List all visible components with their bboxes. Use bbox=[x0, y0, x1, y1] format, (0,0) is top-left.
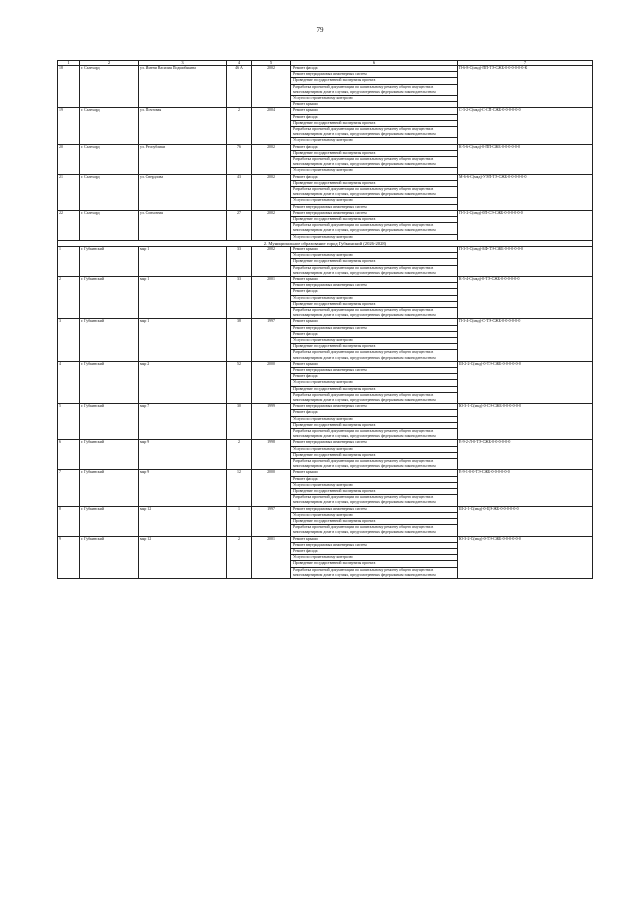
works-cell bbox=[291, 210, 458, 240]
house-number-cell: 52 bbox=[227, 361, 252, 403]
settlement-cell: г. Губкинский bbox=[80, 246, 139, 276]
street-cell: мкр 9 bbox=[139, 440, 227, 470]
street-cell: ул. Имени Василия Подшибякина bbox=[139, 66, 227, 108]
commissioning-year-cell: 2004 bbox=[252, 108, 291, 144]
work-item: Услуги по строительному контролю bbox=[291, 483, 457, 489]
settlement-cell: г. Губкинский bbox=[80, 470, 139, 506]
building-code-cell: П-3-5-С(мкд)-БФ-ТЭ-СЖБ-0-0-0-0-0-0 bbox=[458, 246, 593, 276]
house-number-cell: 46 А bbox=[227, 66, 252, 108]
house-number-cell: 76 bbox=[227, 144, 252, 174]
street-cell: ул. Почтовая bbox=[139, 108, 227, 144]
work-item: Услуги по строительному контролю bbox=[293, 234, 353, 239]
settlement-cell: г. Салехард bbox=[80, 144, 139, 174]
column-number-1: 1 bbox=[58, 61, 80, 66]
street-cell: мкр 12 bbox=[139, 536, 227, 578]
row-number: 22 bbox=[58, 210, 80, 240]
work-item: Ремонт крыши bbox=[293, 102, 318, 107]
street-cell: мкр 7 bbox=[139, 404, 227, 440]
work-item: Ремонт фасада bbox=[291, 410, 457, 416]
work-item: Услуги по строительному контролю bbox=[291, 447, 457, 453]
work-item: Разработка проектной документации по капитальному ремонту общего имущества в многоквартирном доме в случаях, предусмотренных федеральным законодательством bbox=[293, 567, 436, 577]
work-item: Ремонт внутридомовых инженерных систем bbox=[291, 72, 457, 78]
works-cell bbox=[291, 404, 458, 440]
works-list bbox=[291, 211, 457, 240]
work-item: Разработка проектной документации по капитальному ремонту общего имущества в многоквартирном доме в случаях, предусмотренных федеральным законодательством bbox=[293, 265, 436, 275]
settlement-cell: г. Губкинский bbox=[80, 506, 139, 536]
work-item: Проведение государственной экспертизы проекта bbox=[291, 519, 457, 525]
row-number: 18 bbox=[58, 66, 80, 108]
settlement-cell: г. Салехард bbox=[80, 66, 139, 108]
work-item: Ремонт крыши bbox=[291, 277, 457, 283]
building-code-cell: К-5-4-С(мкд)-0-ТЭ-СЖБ-0-0-0-0-0-0 bbox=[458, 276, 593, 318]
work-item: Ремонт крыши bbox=[291, 362, 457, 368]
settlement-cell: г. Губкинский bbox=[80, 536, 139, 578]
work-item: Ремонт фасада bbox=[291, 477, 457, 483]
settlement-cell: г. Салехард bbox=[80, 174, 139, 210]
works-list bbox=[291, 175, 457, 210]
capital-repair-register-table bbox=[57, 60, 593, 579]
page-number: 79 bbox=[316, 26, 324, 34]
row-number: 6 bbox=[58, 440, 80, 470]
table-row bbox=[58, 536, 593, 578]
street-cell: ул. Совхозная bbox=[139, 210, 227, 240]
row-number: 20 bbox=[58, 144, 80, 174]
works-cell bbox=[291, 66, 458, 108]
street-cell: ул. Республики bbox=[139, 144, 227, 174]
table-body bbox=[58, 61, 593, 579]
settlement-cell: г. Губкинский bbox=[80, 404, 139, 440]
work-item: Проведение государственной экспертизы проекта bbox=[291, 259, 457, 265]
work-item: Услуги по строительному контролю bbox=[293, 168, 353, 173]
building-code-cell: Е-9-1-0-0-ТЭ-СЖБ-0-0-0-0-0-0 bbox=[458, 470, 593, 506]
row-number: 2 bbox=[58, 276, 80, 318]
commissioning-year-cell: 1998 bbox=[252, 440, 291, 470]
work-item: Разработка проектной документации по капитальному ремонту общего имущества в многоквартирном доме в случаях, предусмотренных федеральным законодательством bbox=[291, 85, 457, 96]
work-item: Услуги по строительному контролю bbox=[291, 253, 457, 259]
house-number-cell: 30 bbox=[227, 404, 252, 440]
work-item: Разработка проектной документации по капитальному ремонту общего имущества в многоквартирном доме в случаях, предусмотренных федеральным законодательством bbox=[293, 428, 436, 439]
house-number-cell: 2 bbox=[227, 440, 252, 470]
works-cell bbox=[291, 276, 458, 318]
work-item: Ремонт фасада bbox=[291, 145, 457, 151]
building-code-cell: К-5-6-С(мкд)-0-ПП-СЖБ-0-0-0-0-0-0 bbox=[458, 144, 593, 174]
house-number-cell: 43 bbox=[227, 174, 252, 210]
work-item: Ремонт фасада bbox=[291, 289, 457, 295]
work-item: Проведение государственной экспертизы проекта bbox=[291, 423, 457, 429]
column-number-5: 5 bbox=[252, 61, 291, 66]
building-code-cell: С-3-2-С(мкд)-С-СП-СЖБ-0-0-0-0-0-0 bbox=[458, 108, 593, 144]
work-item: Проведение государственной экспертизы проекта bbox=[291, 181, 457, 187]
works-cell bbox=[291, 246, 458, 276]
building-code-cell: Е-9-2-Л-0-ТЭ-СЖБ-0-0-0-0-0-0 bbox=[458, 440, 593, 470]
work-item: Ремонт крыши bbox=[291, 319, 457, 325]
work-item: Ремонт фасада bbox=[291, 175, 457, 181]
work-item: Ремонт фасада bbox=[291, 66, 457, 72]
section-title: 2. Муниципальное образование город Губкинский (2026-2028) bbox=[58, 240, 593, 246]
column-number-6: 6 bbox=[291, 61, 458, 66]
commissioning-year-cell: 2001 bbox=[252, 276, 291, 318]
table-row bbox=[58, 144, 593, 174]
works-list bbox=[291, 362, 457, 403]
street-cell: мкр 1 bbox=[139, 276, 227, 318]
column-number-2: 2 bbox=[80, 61, 139, 66]
table-row bbox=[58, 66, 593, 108]
commissioning-year-cell: 2000 bbox=[252, 470, 291, 506]
works-cell bbox=[291, 440, 458, 470]
works-list bbox=[291, 108, 457, 143]
works-list bbox=[291, 247, 457, 276]
row-number: 7 bbox=[58, 470, 80, 506]
table-row bbox=[58, 210, 593, 240]
work-item: Ремонт фасада bbox=[291, 549, 457, 555]
commissioning-year-cell: 1997 bbox=[252, 506, 291, 536]
works-list bbox=[291, 145, 457, 174]
building-code-cell: Ш-2-2-С(мкд)-0-ТЭ-СЖБ-0-0-0-0-0-0 bbox=[458, 361, 593, 403]
commissioning-year-cell: 2002 bbox=[252, 66, 291, 108]
house-number-cell: 1 bbox=[227, 506, 252, 536]
commissioning-year-cell: 2002 bbox=[252, 210, 291, 240]
work-item: Ремонт внутридомовых инженерных систем bbox=[291, 283, 457, 289]
work-item: Проведение государственной экспертизы проекта bbox=[291, 453, 457, 459]
work-item: Услуги по строительному контролю bbox=[291, 96, 457, 102]
work-item: Ремонт крыши bbox=[291, 470, 457, 476]
work-item: Разработка проектной документации по капитальному ремонту общего имущества в многоквартирном доме в случаях, предусмотренных федеральным законодательством bbox=[291, 157, 457, 168]
table-row bbox=[58, 319, 593, 361]
work-item: Разработка проектной документации по капитальному ремонту общего имущества в многоквартирном доме в случаях, предусмотренных федеральным законодательством bbox=[293, 495, 436, 505]
work-item: Ремонт внутридомовых инженерных систем bbox=[291, 368, 457, 374]
row-number: 5 bbox=[58, 404, 80, 440]
works-cell bbox=[291, 144, 458, 174]
work-item: Разработка проектной документации по капитальному ремонту общего имущества в многоквартирном доме в случаях, предусмотренных федеральным законодательством bbox=[293, 350, 436, 360]
row-number: 1 bbox=[58, 246, 80, 276]
work-item: Проведение государственной экспертизы проекта bbox=[291, 217, 457, 223]
commissioning-year-cell: 2000 bbox=[252, 361, 291, 403]
works-cell bbox=[291, 361, 458, 403]
work-item: Разработка проектной документации по капитальному ремонту общего имущества в многоквартирном доме в случаях, предусмотренных федеральным законодательством bbox=[291, 223, 457, 234]
settlement-cell: г. Губкинский bbox=[80, 361, 139, 403]
work-item: Ремонт внутридомовых инженерных систем bbox=[293, 204, 367, 209]
building-code-cell: М-6-6-С(мкд)-УЭП-ТЭ-СЖБ-0-0-0-0-0-0 bbox=[458, 174, 593, 210]
work-item: Ремонт фасада bbox=[291, 115, 457, 121]
works-cell bbox=[291, 108, 458, 144]
building-code-cell: П-3-4-С(мкд)-С-ТЭ-СЖБ-0-0-0-0-0-0 bbox=[458, 319, 593, 361]
table-row bbox=[58, 276, 593, 318]
street-cell: мкр 2 bbox=[139, 361, 227, 403]
work-item: Проведение государственной экспертизы проекта bbox=[291, 78, 457, 84]
street-cell: мкр 9 bbox=[139, 470, 227, 506]
commissioning-year-cell: 1999 bbox=[252, 404, 291, 440]
work-item: Услуги по строительному контролю bbox=[291, 338, 457, 344]
house-number-cell: 2 bbox=[227, 108, 252, 144]
building-code-cell: Ю-3-2-С(мкд)-0-ТЭ-СЖБ-0-0-0-0-0-0 bbox=[458, 536, 593, 578]
row-number: 19 bbox=[58, 108, 80, 144]
row-number: 8 bbox=[58, 506, 80, 536]
work-item: Услуги по строительному контролю bbox=[291, 417, 457, 423]
house-number-cell: 27 bbox=[227, 210, 252, 240]
works-list bbox=[291, 66, 457, 107]
works-list bbox=[291, 319, 457, 360]
work-item: Проведение государственной экспертизы проекта bbox=[291, 302, 457, 308]
work-item: Проведение государственной экспертизы проекта bbox=[291, 561, 457, 567]
work-item: Ремонт крыши bbox=[291, 108, 457, 114]
row-number: 9 bbox=[58, 536, 80, 578]
works-cell bbox=[291, 506, 458, 536]
work-item: Проведение государственной экспертизы проекта bbox=[291, 344, 457, 350]
commissioning-year-cell: 1997 bbox=[252, 319, 291, 361]
street-cell: мкр 1 bbox=[139, 246, 227, 276]
work-item: Проведение государственной экспертизы проекта bbox=[291, 387, 457, 393]
work-item: Услуги по строительному контролю bbox=[291, 555, 457, 561]
works-cell bbox=[291, 319, 458, 361]
works-cell bbox=[291, 536, 458, 578]
work-item: Ремонт внутридомовых инженерных систем bbox=[291, 543, 457, 549]
works-list bbox=[291, 440, 457, 469]
commissioning-year-cell: 2002 bbox=[252, 246, 291, 276]
work-item: Ремонт внутридомовых инженерных систем bbox=[291, 404, 457, 410]
works-list bbox=[291, 470, 457, 505]
building-code-cell: Ш-2-1-С(мкд)-0-ЦЭ-ЖБ-0-0-0-0-0-0 bbox=[458, 506, 593, 536]
street-cell: мкр 1 bbox=[139, 319, 227, 361]
column-number-7: 7 bbox=[458, 61, 593, 66]
work-item: Проведение государственной экспертизы проекта bbox=[291, 489, 457, 495]
table-row bbox=[58, 108, 593, 144]
works-list bbox=[291, 537, 457, 578]
work-item: Услуги по строительному контролю bbox=[291, 296, 457, 302]
work-item: Проведение государственной экспертизы проекта bbox=[291, 151, 457, 157]
column-number-4: 4 bbox=[227, 61, 252, 66]
work-item: Разработка проектной документации по капитальному ремонту общего имущества в многоквартирном доме в случаях, предусмотренных федеральным законодательством bbox=[291, 187, 457, 198]
settlement-cell: г. Салехард bbox=[80, 210, 139, 240]
house-number-cell: 33 bbox=[227, 246, 252, 276]
work-item: Ремонт крыши bbox=[291, 247, 457, 253]
house-number-cell: 2 bbox=[227, 536, 252, 578]
house-number-cell: 38 bbox=[227, 319, 252, 361]
settlement-cell: г. Губкинский bbox=[80, 276, 139, 318]
table-row bbox=[58, 440, 593, 470]
works-list bbox=[291, 404, 457, 439]
building-code-cell: П-5-2-С(мкд)-0П-СЭ-СЖБ-0-0-0-0-0-0 bbox=[458, 210, 593, 240]
row-number: 21 bbox=[58, 174, 80, 210]
table-row bbox=[58, 404, 593, 440]
work-item: Ремонт крыши bbox=[291, 537, 457, 543]
building-code-cell: П-6-8-С(мкд)-ПП-ТЭ-СЖБ-0-0-0-0-0-0-К bbox=[458, 66, 593, 108]
commissioning-year-cell: 2002 bbox=[252, 174, 291, 210]
work-item: Разработка проектной документации по капитальному ремонту общего имущества в многоквартирном доме в случаях, предусмотренных федеральным законодательством bbox=[293, 392, 436, 402]
house-number-cell: 12 bbox=[227, 470, 252, 506]
works-list bbox=[291, 277, 457, 318]
work-item: Разработка проектной документации по капитальному ремонту общего имущества в многоквартирном доме в случаях, предусмотренных федеральным законодательством bbox=[293, 525, 436, 535]
works-cell bbox=[291, 174, 458, 210]
row-number: 3 bbox=[58, 319, 80, 361]
table-row bbox=[58, 506, 593, 536]
works-cell bbox=[291, 470, 458, 506]
works-list bbox=[291, 507, 457, 536]
table-row bbox=[58, 174, 593, 210]
work-item: Разработка проектной документации по капитальному ремонту общего имущества в многоквартирном доме в случаях, предусмотренных федеральным законодательством bbox=[293, 307, 436, 318]
work-item: Ремонт внутридомовых инженерных систем bbox=[291, 326, 457, 332]
work-item: Услуги по строительному контролю bbox=[291, 380, 457, 386]
commissioning-year-cell: 2002 bbox=[252, 144, 291, 174]
settlement-cell: г. Губкинский bbox=[80, 319, 139, 361]
work-item: Ремонт внутридомовых инженерных систем bbox=[291, 440, 457, 446]
work-item: Разработка проектной документации по капитальному ремонту общего имущества в многоквартирном доме в случаях, предусмотренных федеральным законодательством bbox=[293, 459, 436, 469]
work-item: Разработка проектной документации по капитальному ремонту общего имущества в многоквартирном доме в случаях, предусмотренных федеральным законодательством bbox=[291, 127, 457, 138]
building-code-cell: Ю-3-1-С(мкд)-0-СЭ-СЖБ-0-0-0-0-0-0 bbox=[458, 404, 593, 440]
work-item: Проведение государственной экспертизы проекта bbox=[291, 121, 457, 127]
work-item: Услуги по строительному контролю bbox=[293, 138, 353, 143]
column-number-3: 3 bbox=[139, 61, 227, 66]
table-row bbox=[58, 246, 593, 276]
work-item: Услуги по строительному контролю bbox=[291, 198, 457, 204]
table-row bbox=[58, 361, 593, 403]
work-item: Ремонт внутридомовых инженерных систем bbox=[291, 507, 457, 513]
street-cell: мкр 12 bbox=[139, 506, 227, 536]
work-item: Ремонт внутридомовых инженерных систем bbox=[291, 211, 457, 217]
settlement-cell: г. Губкинский bbox=[80, 440, 139, 470]
table-row bbox=[58, 470, 593, 506]
work-item: Услуги по строительному контролю bbox=[291, 513, 457, 519]
row-number: 4 bbox=[58, 361, 80, 403]
house-number-cell: 33 bbox=[227, 276, 252, 318]
settlement-cell: г. Салехард bbox=[80, 108, 139, 144]
work-item: Ремонт фасада bbox=[291, 374, 457, 380]
street-cell: ул. Свердлова bbox=[139, 174, 227, 210]
commissioning-year-cell: 2001 bbox=[252, 536, 291, 578]
work-item: Ремонт фасада bbox=[291, 332, 457, 338]
